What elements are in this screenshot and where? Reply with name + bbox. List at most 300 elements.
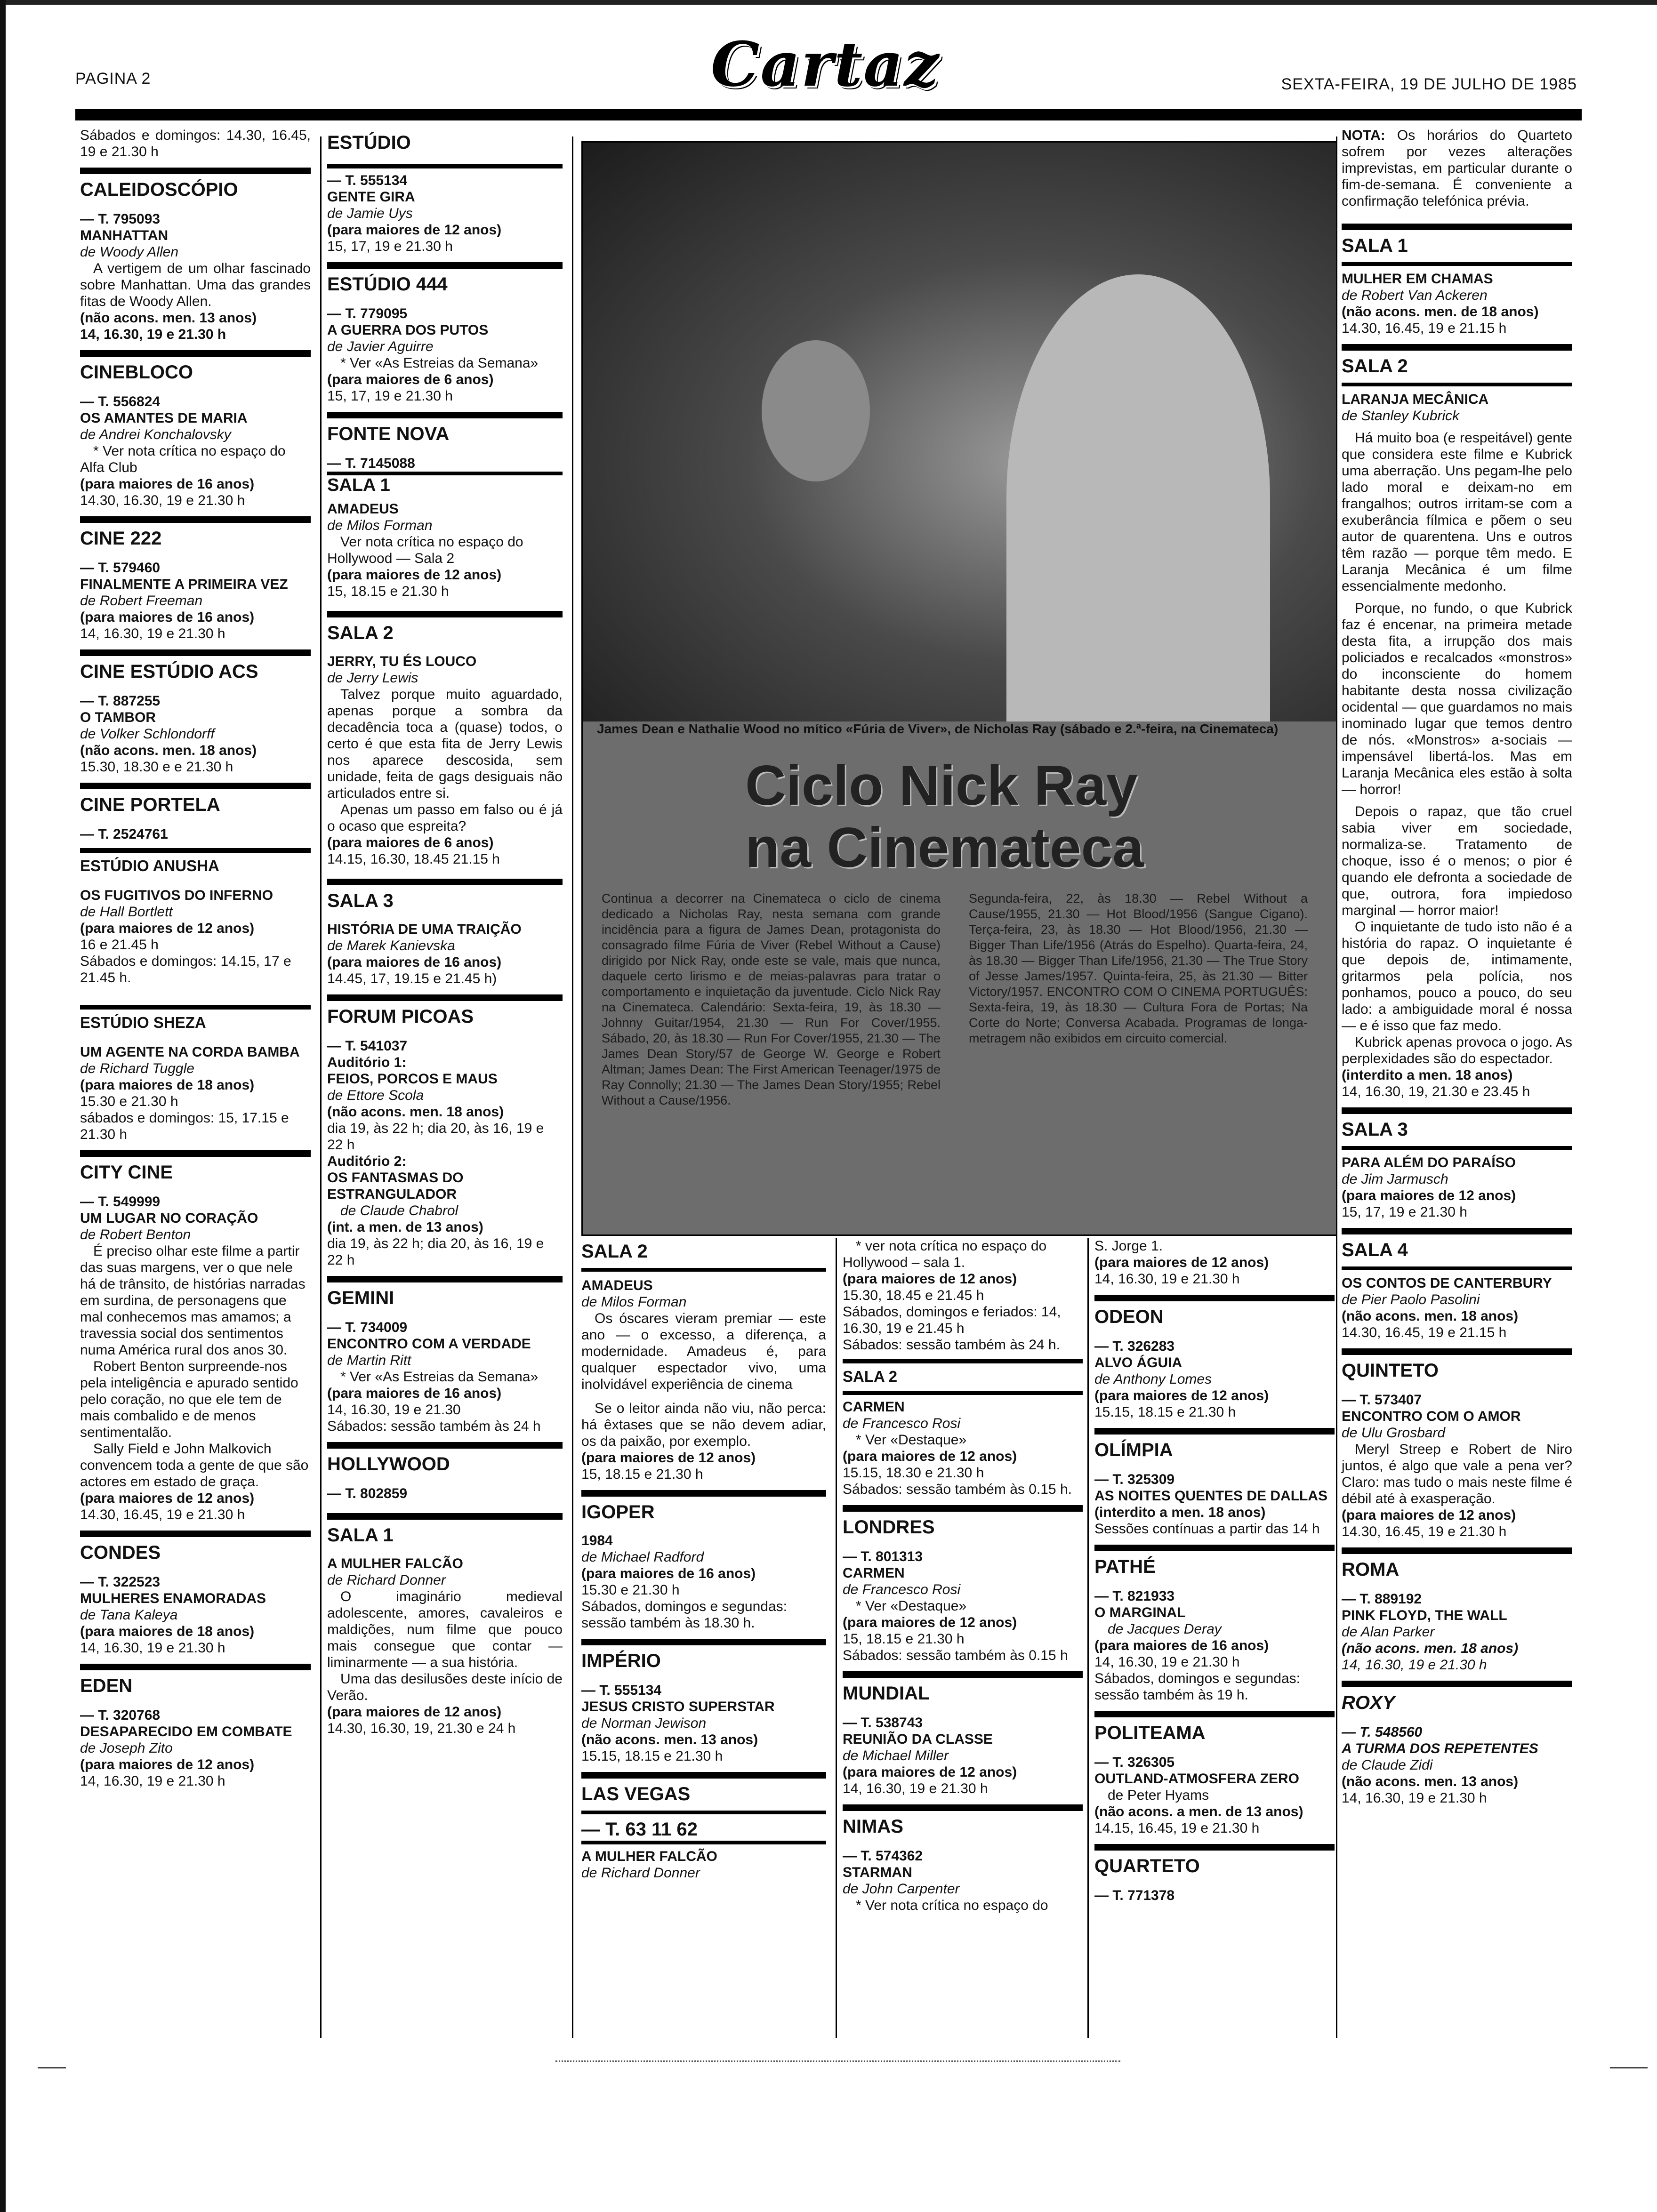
column-rule [836, 1238, 837, 2038]
times: 15.30, 18.45 e 21.45 h [843, 1288, 984, 1303]
phone: — T. 889192 [1342, 1591, 1422, 1607]
headline-line-1: Ciclo Nick Ray [745, 754, 1138, 817]
cinema-name: ESTÚDIO SHEZA [80, 1005, 311, 1037]
film-title: UM LUGAR NO CORAÇÃO [80, 1210, 258, 1226]
times: 15.30, 18.30 e e 21.30 h [80, 759, 233, 775]
times: 14.15, 16.45, 19 e 21.30 h [1094, 1820, 1260, 1836]
note: Ver nota crítica no espaço do Hollywood — Sala 2 [327, 534, 523, 566]
director: de Anthony Lomes [1094, 1371, 1212, 1387]
film-title: MANHATTAN [80, 228, 169, 243]
rating: (para maiores de 12 anos) [80, 921, 255, 936]
phone: — T. 579460 [80, 560, 161, 576]
rating: (para maiores de 6 anos) [327, 372, 494, 387]
rating: (não acons. men. 18 anos) [1342, 1641, 1519, 1656]
film-title: OS AMANTES DE MARIA [80, 410, 248, 426]
listing-imperio [581, 1639, 826, 1764]
cinema-name: ESTÚDIO 444 [327, 262, 563, 301]
cinema-name: CALEIDOSCÓPIO [80, 168, 311, 206]
rating: (para maiores de 16 anos) [80, 476, 255, 492]
room-name: SALA 2 [327, 611, 563, 649]
headline-line-2: na Cinemateca [745, 816, 1144, 879]
phone: — T. 771378 [1094, 1888, 1175, 1903]
listing-caleidoscopio [80, 168, 311, 343]
rating: (interdito a men. 18 anos) [1342, 1067, 1513, 1083]
listing-sala-2-carmen [843, 1359, 1083, 1498]
times: 14, 16.30, 19 e 21.30 h [80, 327, 226, 342]
times: 14.45, 17, 19.15 e 21.45 h) [327, 971, 497, 986]
director: de Michael Miller [843, 1748, 949, 1763]
room-name: SALA 4 [1342, 1228, 1572, 1266]
rating: (para maiores de 12 anos) [80, 1491, 255, 1506]
rating: (não acons. a men. de 13 anos) [1094, 1804, 1303, 1819]
director: de Milos Forman [581, 1294, 687, 1310]
times: 14.15, 16.30, 18.45 21.15 h [327, 851, 500, 867]
director: de Michael Radford [581, 1549, 704, 1565]
auditorium: Auditório 2: [327, 1154, 407, 1169]
director: de Jamie Uys [327, 206, 413, 221]
cinema-name: FORUM PICOAS [327, 994, 563, 1033]
times: 15, 18.15 e 21.30 h [843, 1631, 965, 1647]
phone: — T. 320768 [80, 1707, 161, 1723]
extra-times: Sábados e domingos: 14.15, 17 e 21.45 h. [80, 954, 291, 986]
column-3 [581, 1238, 826, 1881]
times: 15.30 e 21.30 h [80, 1094, 178, 1109]
film-title: ENCONTRO COM A VERDADE [327, 1336, 531, 1352]
extra-times: Sábados: sessão também às 0.15 h. [843, 1482, 1072, 1497]
listing-sala-2 [327, 611, 563, 867]
cinema-name: FONTE NOVA [327, 412, 563, 450]
cinema-name: IGOPER [581, 1490, 826, 1529]
review-paragraph: Kubrick apenas provoca o jogo. As perplexidades são do espectador. [1342, 1034, 1572, 1066]
film-title: MULHER EM CHAMAS [1342, 262, 1572, 287]
film-title: OS FUGITIVOS DO INFERNO [80, 888, 273, 903]
director: de Peter Hyams [1108, 1787, 1209, 1803]
auditorium: Auditório 1: [327, 1055, 407, 1070]
cinema-name: ROMA [1342, 1547, 1572, 1586]
cinema-name: ESTÚDIO [327, 132, 411, 153]
film-title: FINALMENTE A PRIMEIRA VEZ [80, 577, 288, 592]
rating: (para maiores de 16 anos) [581, 1566, 756, 1581]
cinema-name: ESTÚDIO ANUSHA [80, 848, 311, 881]
director: de Javier Aguirre [327, 339, 434, 354]
rating: (para maiores de 12 anos) [581, 1450, 756, 1466]
cinema-name: POLITEAMA [1094, 1711, 1335, 1749]
times: 14.30, 16.45, 19 e 21.30 h [1342, 1524, 1507, 1539]
review: Meryl Streep e Robert de Niro juntos, é algo que vale a pena ver? Claro: mas tudo o mais neste filme é débil até à exasperação. [1342, 1442, 1572, 1507]
cinema-name: GEMINI [327, 1276, 563, 1314]
scan-noise-line [555, 2060, 1120, 2067]
photo-figure-man [762, 340, 870, 481]
phone: — T. 325309 [1094, 1472, 1175, 1487]
room-name: SALA 1 [327, 472, 563, 495]
film-title: ENCONTRO COM O AMOR [1342, 1409, 1521, 1424]
note: * Ver «Destaque» [856, 1432, 967, 1448]
cinema-name: ODEON [1094, 1295, 1335, 1333]
times: 15, 17, 19 e 21.30 h [1342, 1204, 1467, 1220]
listing-estudio-anusha [80, 848, 311, 986]
times: 15, 18.15 e 21.30 h [581, 1467, 703, 1482]
room-name: SALA 2 [1342, 344, 1572, 383]
rating: (para maiores de 12 anos) [80, 1757, 255, 1772]
rating: (não acons. men. 13 anos) [1342, 1774, 1519, 1789]
film-title: A TURMA DOS REPETENTES [1342, 1741, 1538, 1756]
director: de Robert Van Ackeren [1342, 288, 1488, 303]
film-title: JESUS CRISTO SUPERSTAR [581, 1699, 775, 1715]
director: de Tana Kaleya [80, 1607, 178, 1623]
note: * Ver «As Estreias da Semana» [340, 355, 539, 371]
phone: — T. 541037 [327, 1038, 408, 1054]
note: * Ver nota crítica no espaço do [856, 1898, 1048, 1913]
photo-figure-woman [1006, 274, 1270, 721]
listing-sala-3 [327, 879, 563, 987]
note: * Ver «Destaque» [856, 1598, 967, 1614]
review-paragraph: Se o leitor ainda não viu, não perca: há êxtases que se não devem adiar, os da paixão, por exemplo. [581, 1401, 826, 1449]
film-title: DESAPARECIDO EM COMBATE [80, 1724, 292, 1739]
director: de Jerry Lewis [327, 670, 418, 686]
listing-hollywood-sala-2 [581, 1238, 826, 1483]
listing-estudio-sheza [80, 1005, 311, 1143]
listing-quarteto-sala-1 [1342, 224, 1572, 337]
director: de Ulu Grosbard [1342, 1425, 1446, 1441]
film-title: STARMAN [843, 1865, 912, 1880]
photo-caption: James Dean e Nathalie Wood no mítico «Fúria de Viver», de Nicholas Ray (sábado e 2.ª-feira, na Cinemateca) [597, 721, 1279, 736]
film-title: HISTÓRIA DE UMA TRAIÇÃO [327, 922, 522, 937]
film-title: AMADEUS [581, 1268, 826, 1294]
footer-mark [38, 2067, 66, 2068]
director: de Francesco Rosi [843, 1582, 961, 1597]
listing-quarteto [1094, 1844, 1335, 1904]
room-name: SALA 3 [327, 879, 563, 917]
listing-forum-picoas [327, 994, 563, 1268]
times: 14, 16.30, 19 e 21.30 h [80, 1773, 225, 1789]
rating: (interdito a men. 18 anos) [1094, 1505, 1266, 1520]
cinema-name: CONDES [80, 1531, 311, 1569]
director: de Marek Kanievska [327, 938, 455, 954]
director: de Ettore Scola [327, 1088, 424, 1103]
note: * Ver «As Estreias da Semana» [340, 1369, 539, 1385]
cinema-name: PATHÉ [1094, 1545, 1335, 1583]
column-rule [572, 136, 573, 2038]
review-paragraph: Os óscares vieram premiar — este ano — o excesso, a diferença, a modernidade. Amadeus é, para qualquer espectador vivo, uma inolvidável experiência de cinema [581, 1311, 826, 1392]
rating: (para maiores de 16 anos) [327, 1386, 502, 1401]
extra-times: Sábados, domingos e segundas: sessão também às 19 h. [1094, 1671, 1300, 1703]
times: dia 19, às 22 h; dia 20, às 16, 19 e 22 h [327, 1236, 544, 1268]
director: de Alan Parker [1342, 1624, 1435, 1640]
times: 15.30 e 21.30 h [581, 1582, 680, 1598]
rating: (para maiores de 12 anos) [327, 1704, 502, 1720]
listing-cine-estudio-acs [80, 649, 311, 775]
director: de Richard Donner [581, 1865, 700, 1881]
director: de Volker Schlondorff [80, 726, 215, 742]
listing-cinebloco [80, 350, 311, 509]
film-still-photo [583, 143, 1336, 721]
rating: (para maiores de 16 anos) [327, 954, 502, 970]
listing-mundial [843, 1671, 1083, 1797]
director: de Claude Zidi [1342, 1757, 1433, 1773]
header-rule [75, 109, 1582, 120]
film-title: A MULHER FALCÃO [581, 1841, 826, 1865]
phone: — T. 63 11 62 [581, 1811, 826, 1841]
cinema-name: CINE ESTÚDIO ACS [80, 649, 311, 688]
listing-roxy [1342, 1681, 1572, 1806]
listing-odeon [1094, 1295, 1335, 1420]
cinema-name: MUNDIAL [843, 1671, 1083, 1710]
film-title: AS NOITES QUENTES DE DALLAS [1094, 1488, 1328, 1504]
times: 14, 16.30, 19 e 21.30 h [80, 626, 225, 641]
director: de Claude Chabrol [340, 1203, 458, 1218]
times: 14, 16.30, 19 e 21.30 [327, 1402, 461, 1418]
top-border [0, 0, 1657, 5]
times: 15.15, 18.15 e 21.30 h [1094, 1404, 1236, 1420]
dateline: SEXTA-FEIRA, 19 DE JULHO DE 1985 [1281, 75, 1577, 93]
cinema-name: IMPÉRIO [581, 1639, 826, 1677]
times: dia 19, às 22 h; dia 20, às 16, 19 e 22 h [327, 1121, 544, 1153]
listing-igoper [581, 1490, 826, 1631]
director: de Stanley Kubrick [1342, 408, 1460, 424]
listing-nimas [843, 1804, 1083, 1914]
phone: — T. 555134 [327, 164, 563, 189]
column-2 [327, 127, 563, 1737]
film-title: GENTE GIRA [327, 189, 415, 205]
cinema-name: EDEN [80, 1664, 311, 1702]
director: de Pier Paolo Pasolini [1342, 1292, 1480, 1307]
director: de Woody Allen [80, 244, 179, 260]
times: 15, 17, 19 e 21.30 h [327, 388, 453, 404]
rating: (int. a men. de 13 anos) [327, 1219, 483, 1235]
review-paragraph: Depois o rapaz, que tão cruel sabia viver em sociedade, normaliza-se. Tratamento de choque, isso é o menos; o pior é quando ele defronta a sociedade de que, outrora, fora impiedoso marginal — horror maior! [1342, 804, 1572, 918]
room-name: SALA 1 [1342, 224, 1572, 262]
review-paragraph: Há muito boa (e respeitável) gente que considera este filme e Kubrick uma aberração. Uns pegam-lhe pelo lado moral e deixam-no em frangalhos; outros irritam-se com a exuberância fílmica e põem o seu autor de quarentena. Uns e outros têm razão — porque têm medo. E Laranja Mecânica é um filme essencialmente medonho. [1342, 430, 1572, 594]
film-title: O MARGINAL [1094, 1605, 1186, 1620]
masthead [706, 19, 951, 108]
room-name: SALA 2 [843, 1359, 1083, 1391]
review-paragraph: Uma das desilusões deste início de Verão. [327, 1671, 563, 1703]
listing-las-vegas [581, 1772, 826, 1881]
cinema-name: HOLLYWOOD [327, 1442, 563, 1481]
review-paragraph: Robert Benton surpreende-nos pela inteligência e apurado sentido pelo coração, no que ele tem de mais combalido e de menos sentimentalão. [80, 1359, 298, 1440]
column-1 [80, 127, 311, 1789]
phone: — T. 7145088 [327, 456, 415, 471]
cinema-name: ROXY [1342, 1681, 1572, 1719]
director: de John Carpenter [843, 1881, 960, 1897]
director: de Jim Jarmusch [1342, 1171, 1448, 1187]
phone: — T. 574362 [843, 1848, 923, 1864]
listing-quinteto [1342, 1348, 1572, 1540]
rating: (não acons. men. de 18 anos) [1342, 304, 1539, 320]
listing-hollywood-sala-1 [327, 1513, 563, 1737]
review: A vertigem de um olhar fascinado sobre Manhattan. Uma das grandes fitas de Woody Allen. [80, 261, 311, 309]
extra-times: sábados e domingos: 15, 17.15 e 21.30 h [80, 1110, 289, 1142]
listing-pathe [1094, 1545, 1335, 1703]
rating: (para maiores de 16 anos) [1094, 1638, 1269, 1653]
times: 14, 16.30, 19 e 21.30 h [1342, 1657, 1487, 1673]
feature-story-column: Segunda-feira, 22, às 18.30 — Rebel Without a Cause/1955, 21.30 — Hot Blood/1956 (Sangue Cigano). Terça-feira, 23, às 18.30 — Hot Blood/1956, 21.30 — Bigger Than Life/1956 (Atrás do Espelho). Quarta-feira, 24, às 18.30 — Bigger Than Life/1956, 21.30 — The True Story of Jesse James/1957. Quinta-feira, 25, às 21.30 — Bitter Victory/1957. ENCONTRO COM O CINEMA PORTUGUÊS: Sexta-feira, 19, às 18.30 — Cultura Fora de Portas; Na Corte do Norte; Conversa Acabada. Programas de longa-metragem não exibidos em circuito comercial. [969, 891, 1308, 1045]
listing-estudio [327, 127, 563, 255]
extra-times: Sessões contínuas a partir das 14 h [1094, 1521, 1320, 1537]
feature-headline [745, 754, 1144, 879]
film-title: A GUERRA DOS PUTOS [327, 322, 489, 338]
extra-times: Sábados, domingos e segundas: sessão também às 18.30 h. [581, 1599, 787, 1631]
review-paragraph: É preciso olhar este filme a partir das suas margens, ver o que nele há de trânsito, de histórias narradas em surdina, de personagens que mal conhecemos mas amamos; a travessia social dos sentimentos numa América rural dos anos 30. [80, 1243, 306, 1358]
room-name: SALA 3 [1342, 1107, 1572, 1146]
times: 14.30, 16.45, 19 e 21.15 h [1342, 1325, 1507, 1340]
column-rule [1087, 1238, 1089, 2038]
rating: (para maiores de 12 anos) [1342, 1507, 1516, 1523]
listing-eden [80, 1664, 311, 1789]
phone: — T. 887255 [80, 693, 161, 709]
phone: — T. 555134 [581, 1683, 662, 1698]
film-title: O TAMBOR [80, 710, 156, 725]
rating: (para maiores de 16 anos) [80, 609, 255, 625]
column-5 [1094, 1238, 1335, 1904]
note: * Ver nota crítica no espaço do Alfa Club [80, 443, 286, 475]
rating: (para maiores de 12 anos) [843, 1615, 1017, 1630]
rating: (não acons. men. 18 anos) [327, 1104, 504, 1120]
feature-story-column: Continua a decorrer na Cinemateca o ciclo de cinema dedicado a Nicholas Ray, nesta semana com grande incidência para a figura de James Dean, protagonista do consagrado filme Fúria de Viver (Rebel Without a Cause) dirigido por Nick Ray, onde este se vale, mais que nunca, daquele certo lirismo e de meias-palavras para tratar o comportamento e inquietação da juventude. Ciclo Nick Ray na Cinemateca. Calendário: Sexta-feira, 19, às 18.30 — Johnny Guitar/1954, 21.30 — Run For Cover/1955. Sábado, 20, às 18.30 — Run For Cover/1955, 21.30 — The James Dean Story/57 de George W. George e Robert Altman; James Dean: The First American Teenager/1975 de Ray Connolly; 21.30 — The James Dean Story/1955; Rebel Without a Cause/1956. [602, 891, 941, 1107]
rating: (para maiores de 12 anos) [1094, 1255, 1269, 1270]
page-number: PAGINA 2 [75, 70, 151, 88]
director: de Richard Tuggle [80, 1061, 194, 1076]
listing-olimpia [1094, 1428, 1335, 1537]
rating: (para maiores de 12 anos) [843, 1271, 1017, 1287]
room-name: SALA 2 [581, 1241, 648, 1262]
film-title: AMADEUS [327, 501, 399, 517]
director: de Andrei Konchalovsky [80, 427, 231, 442]
times: 15, 18.15 e 21.30 h [327, 584, 449, 599]
extra-times: Sábados: sessão também às 24 h [327, 1419, 541, 1434]
review-paragraph: Talvez porque muito aguardado, apenas porque a sombra da decadência toca a (quase) todos, o certo é que esta fita de Jerry Lewis nos aparece descosida, sem unidade, feita de gags desiguais não articulados entre si. [327, 687, 563, 801]
listing-gemini [327, 1276, 563, 1435]
review-paragraph: Sally Field e John Malkovich convencem toda a gente de que são actores em estado de graça. [80, 1441, 309, 1490]
cinema-name: LONDRES [843, 1505, 1083, 1544]
column-rule [320, 136, 322, 2038]
phone: — T. 734009 [327, 1320, 408, 1335]
review-paragraph: Apenas um passo em falso ou é já o ocaso que espreita? [327, 802, 563, 834]
rating: (não acons. men. 18 anos) [1342, 1308, 1519, 1324]
listing-city-cine [80, 1150, 311, 1523]
times: 15.15, 18.30 e 21.30 h [843, 1465, 984, 1481]
times: 14, 16.30, 19, 21.30 e 23.45 h [1342, 1084, 1530, 1099]
rating: (não acons. men. 13 anos) [581, 1732, 758, 1747]
masthead-logo: Cartaz [711, 28, 940, 100]
times: 14.30, 16.30, 19 e 21.30 h [80, 493, 245, 508]
rating: (para maiores de 12 anos) [327, 222, 502, 238]
times: 15.15, 18.15 e 21.30 h [581, 1748, 723, 1764]
film-title: FEIOS, PORCOS E MAUS [327, 1071, 498, 1087]
film-title: PARA ALÉM DO PARAÍSO [1342, 1146, 1572, 1171]
feature-photo-article [581, 141, 1337, 1236]
times: 14.30, 16.30, 19, 21.30 e 24 h [327, 1721, 516, 1736]
times: 16 e 21.45 h [80, 937, 159, 953]
director: de Joseph Zito [80, 1740, 173, 1756]
cinema-name: CINEBLOCO [80, 350, 311, 389]
cinema-name: QUINTETO [1342, 1348, 1572, 1387]
cinema-name: LAS VEGAS [581, 1772, 826, 1811]
director: de Martin Ritt [327, 1353, 411, 1368]
times: 14, 16.30, 19 e 21.30 h [843, 1781, 988, 1796]
rating: (não acons. men. 18 anos) [80, 743, 257, 758]
director: de Norman Jewison [581, 1715, 707, 1731]
listing-quarteto-sala-4 [1342, 1228, 1572, 1341]
listing-hollywood [327, 1442, 563, 1502]
cinema-name: CINE PORTELA [80, 783, 311, 821]
times: 14.30, 16.45, 19 e 21.15 h [1342, 321, 1507, 336]
listing-condes [80, 1531, 311, 1656]
film-title: REUNIÃO DA CLASSE [843, 1731, 993, 1747]
listing-roma [1342, 1547, 1572, 1673]
phone: — T. 801313 [843, 1549, 923, 1564]
listing-quarteto-sala-3 [1342, 1107, 1572, 1220]
phone: — T. 795093 [80, 211, 161, 227]
listing-fonte-nova [327, 412, 563, 600]
director: de Hall Bortlett [80, 904, 173, 920]
listing-londres [843, 1505, 1083, 1664]
listing-estudio-444 [327, 262, 563, 404]
listing-cine-222 [80, 516, 311, 642]
times: 15, 17, 19 e 21.30 h [327, 239, 453, 254]
cinema-name: CINE 222 [80, 516, 311, 555]
rating: (para maiores de 12 anos) [1094, 1388, 1269, 1403]
film-title: OUTLAND-ATMOSFERA ZERO [1094, 1771, 1299, 1787]
phone: — T. 548560 [1342, 1724, 1423, 1740]
phone: — T. 779095 [327, 306, 408, 321]
extra-times: Sábados, domingos e feriados: 14, 16.30, 19 e 21.45 h [843, 1304, 1061, 1336]
review-paragraph: O imaginário medieval adolescente, amores, cavaleiros e maldições, num filme que pouco mais consegue que contar — liminarmente — a sua história. [327, 1589, 563, 1670]
rating: (não acons. men. 13 anos) [80, 310, 257, 326]
phone: — T. 326283 [1094, 1338, 1175, 1354]
intro-text: Sábados e domingos: 14.30, 16.45, 19 e 21.30 h [80, 128, 311, 160]
rating: (para maiores de 12 anos) [1342, 1188, 1516, 1203]
film-title: CARMEN [843, 1565, 905, 1581]
phone: — T. 556824 [80, 394, 161, 409]
listing-cine-portela [80, 783, 311, 842]
times: 14, 16.30, 19 e 21.30 h [80, 1640, 225, 1656]
director: de Robert Freeman [80, 593, 203, 609]
times: 14, 16.30, 19 e 21.30 h [1094, 1271, 1240, 1287]
quarteto-note [1342, 127, 1572, 209]
director: de Richard Donner [327, 1572, 446, 1588]
film-title: CARMEN [843, 1391, 1083, 1415]
note: S. Jorge 1. [1094, 1238, 1163, 1254]
room-name: SALA 1 [327, 1513, 563, 1552]
phone: — T. 821933 [1094, 1588, 1175, 1604]
column-4 [843, 1238, 1083, 1914]
film-title: JERRY, TU ÉS LOUCO [327, 654, 477, 669]
cinema-name: QUARTETO [1094, 1844, 1335, 1883]
listing-quarteto-sala-2 [1342, 344, 1572, 1100]
director: de Jacques Deray [1108, 1621, 1222, 1637]
phone: — T. 802859 [327, 1486, 408, 1501]
rating: (para maiores de 18 anos) [80, 1624, 255, 1639]
note: * ver nota crítica no espaço do Hollywood – sala 1. [843, 1238, 1047, 1270]
note-label: NOTA: [1342, 128, 1385, 143]
phone: — T. 326305 [1094, 1755, 1175, 1770]
extra-times: Sábados: sessão também às 24 h. [843, 1337, 1060, 1353]
film-title: UM AGENTE NA CORDA BAMBA [80, 1044, 300, 1060]
film-title: OS FANTASMAS DO ESTRANGULADOR [327, 1170, 464, 1202]
rating: (para maiores de 18 anos) [80, 1077, 255, 1093]
review-paragraph: Porque, no fundo, o que Kubrick faz é encenar, na primeira metade desta fita, a irrupção dos mais policiados e recalcados «monstros» do inconsciente do homem habitante desta nossa civilização ocidental — que guardamos no mais inominado lugar que temos dentro de nós. «Monstros» a-sociais — impensável libertá-los. Mas em Laranja Mecânica eles estão à solta — horror! [1342, 601, 1572, 797]
review-paragraph: O inquietante de tudo isto não é a história do rapaz. O inquietante é que depois de, intimamente, gritarmos pela polícia, nos ponhamos, pouco a pouco, do seu lado: a ambiguidade moral é nossa — e é isso que faz medo. [1342, 919, 1572, 1034]
phone: — T. 549999 [80, 1194, 161, 1210]
film-title: PINK FLOYD, THE WALL [1342, 1608, 1507, 1623]
phone: — T. 2524761 [80, 826, 168, 842]
listing-politeama [1094, 1711, 1335, 1836]
film-title: 1984 [581, 1533, 613, 1548]
cinema-name: CITY CINE [80, 1150, 311, 1189]
times: 14, 16.30, 19 e 21.30 h [1094, 1654, 1240, 1670]
note-text: Os horários do Quarteto sofrem por vezes alterações imprevistas, em particular durante o fim-de-semana. É conveniente a confirmação telefónica prévia. [1342, 128, 1572, 209]
